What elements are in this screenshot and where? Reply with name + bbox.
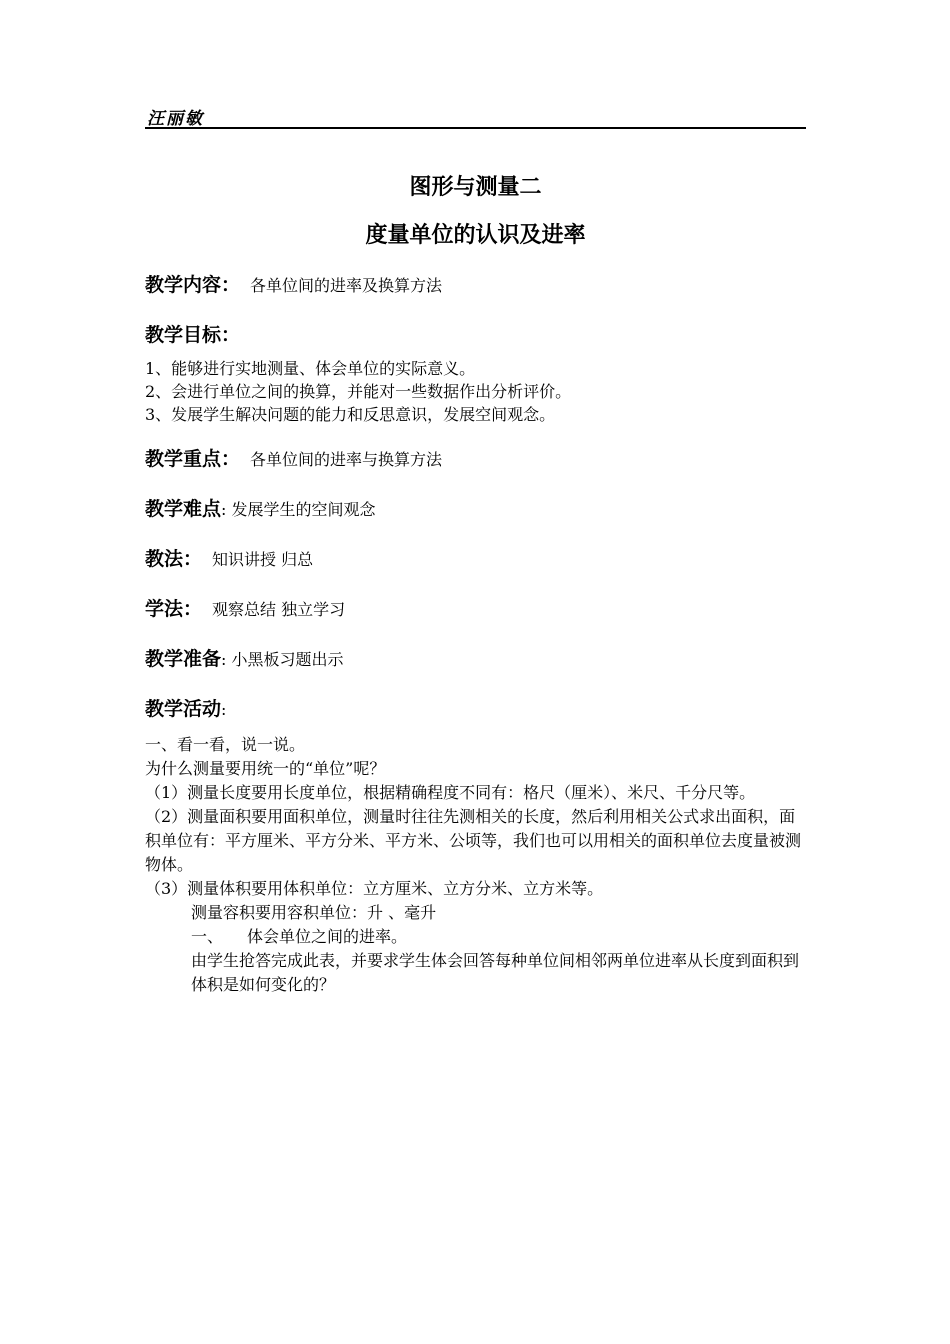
goal-list xyxy=(145,357,806,426)
header-divider xyxy=(145,127,806,129)
learning-method-label: 学法： xyxy=(145,598,203,620)
preparation-value: : 小黑板习题出示 xyxy=(221,650,344,669)
key-point xyxy=(145,444,806,471)
preparation-label: 教学准备 xyxy=(145,648,222,670)
teaching-content-label: 教学内容： xyxy=(145,274,241,296)
teaching-method-label: 教法： xyxy=(145,548,203,570)
preparation xyxy=(145,644,806,671)
learning-method-value: 观察总结 独立学习 xyxy=(212,600,346,619)
activity-body xyxy=(145,733,806,997)
activity-line: 一、看一看，说一说。 xyxy=(145,735,306,754)
activity-label: 教学活动 xyxy=(145,698,222,720)
activity-line: （3）测量体积要用体积单位：立方厘米、立方分米、立方米等。 xyxy=(145,879,604,898)
section-number: 一、 xyxy=(191,927,224,946)
teaching-goals-label: 教学目标： xyxy=(145,324,241,346)
difficulty xyxy=(145,494,806,521)
activity-section xyxy=(145,925,806,949)
goal-item: 3、发展学生解决问题的能力和反思意识，发展空间观念。 xyxy=(145,405,556,424)
difficulty-value: : 发展学生的空间观念 xyxy=(221,500,376,519)
teaching-method-value: 知识讲授 归总 xyxy=(212,550,314,569)
activity-line: 为什么测量要用统一的“单位”呢？ xyxy=(145,759,386,778)
activity-line: （1）测量长度要用长度单位，根据精确程度不同有：格尺（厘米）、米尺、千分尺等。 xyxy=(145,783,756,802)
section-title: 体会单位之间的进率。 xyxy=(247,927,408,946)
key-point-value: 各单位间的进率与换算方法 xyxy=(250,450,443,469)
author-name: 汪丽敏 xyxy=(147,109,204,129)
activity-line: 由学生抢答完成此表，并要求学生体会回答每种单位间相邻两单位进率从长度到面积到体积是如何变化的？ xyxy=(191,951,800,994)
activity-colon: : xyxy=(221,700,227,719)
activity-line: 测量容积要用容积单位：升 、毫升 xyxy=(191,903,437,922)
teaching-content-value: 各单位间的进率及换算方法 xyxy=(250,276,443,295)
page-subtitle: 度量单位的认识及进率 xyxy=(365,223,586,248)
teaching-content xyxy=(145,270,806,297)
goal-item: 1、能够进行实地测量、体会单位的实际意义。 xyxy=(145,359,476,378)
learning-method xyxy=(145,594,806,621)
difficulty-label: 教学难点 xyxy=(145,498,222,520)
activity-heading xyxy=(145,694,806,721)
key-point-label: 教学重点： xyxy=(145,448,241,470)
page-title: 图形与测量二 xyxy=(409,175,542,200)
activity-line: （2）测量面积要用面积单位，测量时往往先测相关的长度，然后利用相关公式求出面积，面积单位有：平方厘米、平方分米、平方米、公顷等，我们也可以用相关的面积单位去度量被测物体。 xyxy=(145,807,802,874)
teaching-method xyxy=(145,544,806,571)
teaching-goals xyxy=(145,320,806,347)
goal-item: 2、会进行单位之间的换算，并能对一些数据作出分析评价。 xyxy=(145,382,572,401)
